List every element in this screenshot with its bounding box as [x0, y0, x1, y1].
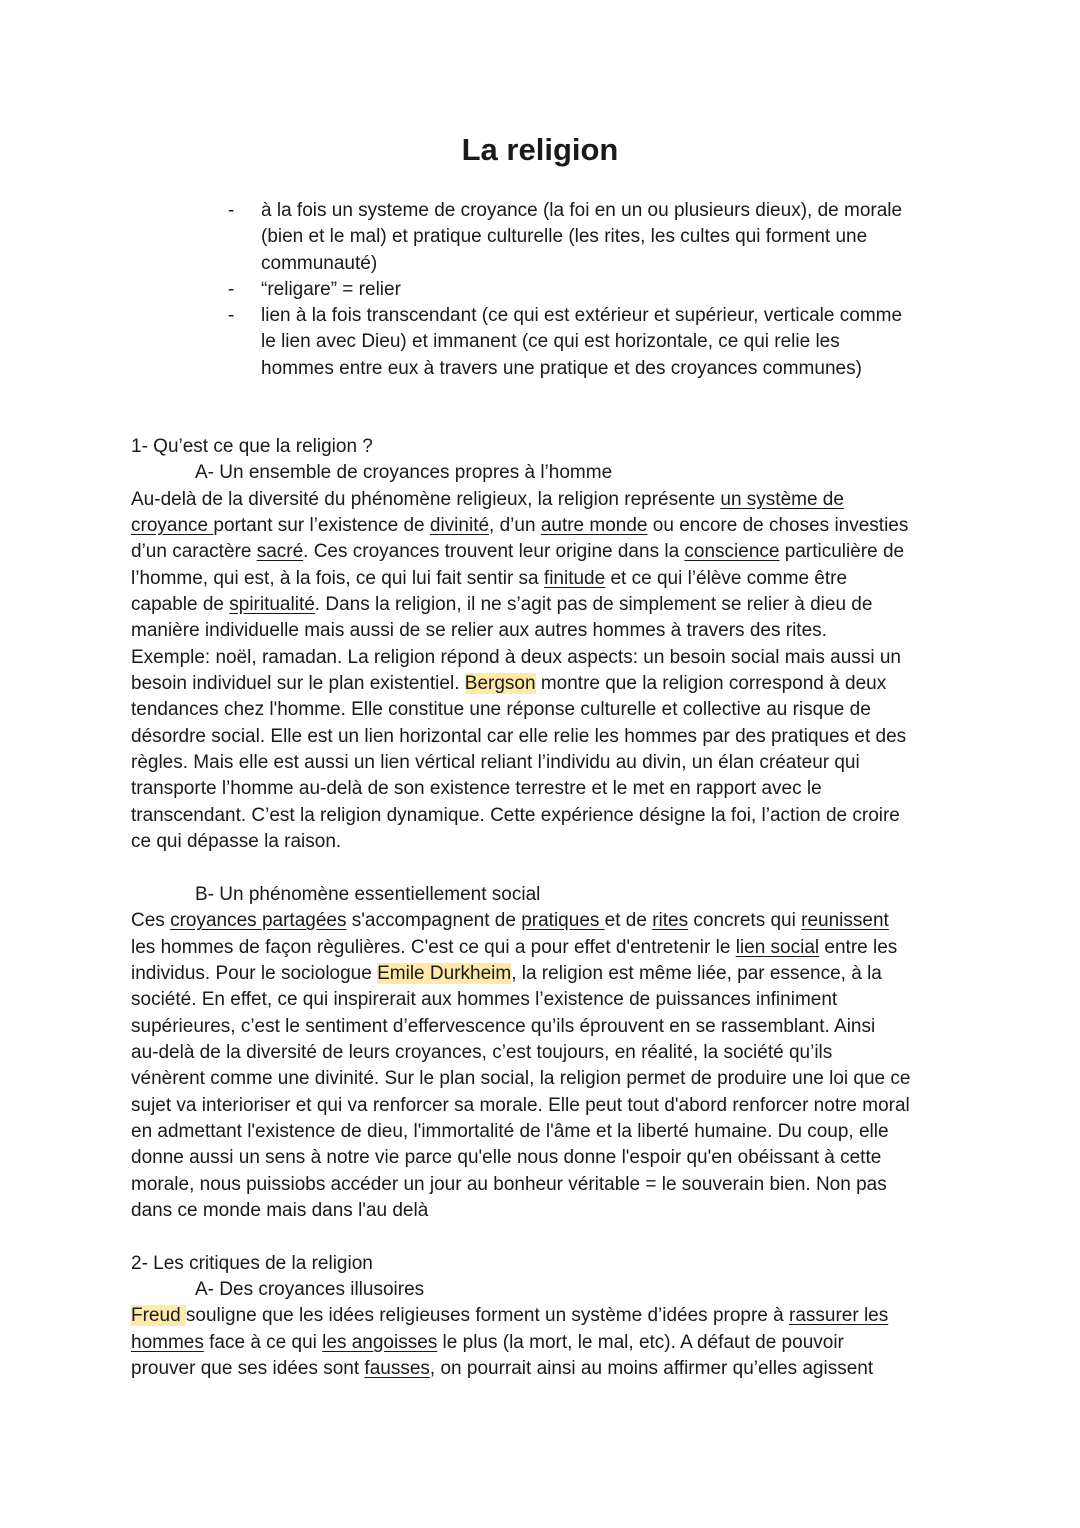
text-run: manière individuelle mais aussi de se relier aux autres hommes à travers des rites. — [131, 620, 827, 642]
section-1-heading: 1- Qu’est ce que la religion ? — [131, 436, 373, 457]
text-run: le plus (la mort, le mal, etc). A défaut de pouvoir — [437, 1331, 844, 1353]
text-run: transporte l’homme au-delà de son existence terrestre et le met en rapport avec le — [131, 778, 822, 800]
intro-bullet-1 — [224, 198, 944, 277]
paragraph-line — [131, 829, 956, 855]
paragraph-line — [131, 697, 956, 723]
paragraph-line — [131, 961, 956, 987]
paragraph-line — [131, 1040, 956, 1066]
text-run: transcendant. C’est la religion dynamique. Cette expérience désigne la foi, l’action de croire — [131, 804, 900, 826]
text-run: les hommes de façon règulières. C'est ce qui a pour effet d'entretenir le — [131, 936, 736, 958]
underlined-term: reunissent — [801, 910, 889, 932]
text-run: montre que la religion correspond à deux — [535, 673, 887, 695]
text-run: face à ce qui — [203, 1331, 323, 1353]
text-run: Ces — [131, 910, 171, 932]
highlighted-name: Emile Durkheim — [377, 962, 512, 984]
text-run: vénèrent comme une divinité. Sur le plan social, la religion permet de produire une loi que ce — [131, 1068, 911, 1090]
text-run: s'accompagnent de — [346, 910, 522, 932]
paragraph-line — [131, 539, 956, 565]
underlined-term: divinité — [429, 515, 490, 537]
paragraph-line — [131, 724, 956, 750]
intro-bullet-2 — [224, 277, 944, 303]
underlined-term: spiritualité — [229, 594, 315, 616]
text-run: portant sur l’existence de — [213, 515, 430, 537]
paragraph-line — [131, 1303, 956, 1329]
text-run: l’homme, qui est, à la fois, ce qui lui fait sentir sa — [131, 567, 544, 589]
text-run: entre les — [819, 936, 898, 958]
text-run: souligne que les idées religieuses forment un système d’idées propre à — [185, 1305, 789, 1327]
text-run: prouver que ses idées sont — [131, 1358, 365, 1380]
text-run: . Dans la religion, il ne s’agit pas de simplement se relier à dieu de — [314, 594, 873, 616]
underlined-term: croyances partagées — [170, 910, 347, 932]
paragraph-line — [131, 618, 956, 644]
underlined-term: lien social — [735, 936, 820, 958]
text-run: en admettant l'existence de dieu, l'immortalité de l'âme et la liberté humaine. Du coup, elle — [131, 1120, 889, 1142]
underlined-term: un système de — [720, 488, 844, 510]
paragraph-line — [131, 987, 956, 1013]
section-1b-subheading: B- Un phénomène essentiellement social — [195, 883, 541, 905]
intro-bullet-3 — [224, 303, 944, 382]
bullet-line: lien à la fois transcendant (ce qui est extérieur et supérieur, verticale comme — [261, 305, 903, 327]
underlined-term: finitude — [543, 567, 606, 589]
paragraph-line — [131, 592, 956, 618]
highlighted-name: Bergson — [464, 673, 536, 695]
text-run: concrets qui — [688, 910, 802, 932]
paragraph-line — [131, 671, 956, 697]
highlighted-name: Freud — [131, 1305, 186, 1327]
text-run: règles. Mais elle est aussi un lien vértical reliant l’individu au divin, un élan créateur qui — [131, 752, 860, 774]
text-run: capable de — [131, 594, 230, 616]
paragraph-line — [131, 566, 956, 592]
spacer — [131, 856, 956, 882]
text-run: et ce qui l’élève comme être — [605, 567, 848, 589]
text-run: dans ce monde mais dans l'au delà — [131, 1199, 429, 1221]
underlined-term: pratiques — [521, 910, 605, 932]
spacer — [131, 1224, 956, 1250]
underlined-term: rassurer les — [789, 1305, 889, 1327]
paragraph-line — [131, 1145, 956, 1171]
intro-bullet-list — [224, 198, 944, 382]
paragraph-line — [131, 1014, 956, 1040]
paragraph-line — [131, 935, 956, 961]
text-run: Exemple: noël, ramadan. La religion répond à deux aspects: un besoin social mais aussi un — [131, 646, 901, 668]
section-1a-paragraph — [131, 487, 956, 856]
underlined-term: croyance — [131, 515, 214, 537]
paragraph-line — [131, 776, 956, 802]
bullet-line: (bien et le mal) et pratique culturelle (les rites, les cultes qui forment une — [261, 226, 868, 248]
text-run: et de — [604, 910, 653, 932]
text-run: sujet va interioriser et qui va renforcer sa morale. Elle peut tout d'abord renforcer notre moral — [131, 1094, 910, 1116]
text-run: individus. Pour le sociologue — [131, 962, 378, 984]
bullet-dash: - — [228, 278, 235, 300]
bullet-dash: - — [228, 305, 235, 327]
text-run: d’un caractère — [131, 541, 257, 563]
text-run: besoin individuel sur le plan existentiel. — [131, 673, 465, 695]
bullet-line: “religare” = relier — [261, 278, 401, 300]
section-1b-paragraph — [131, 908, 956, 1224]
text-run: désordre social. Elle est un lien horizontal car elle relie les hommes par des pratiques et des — [131, 725, 907, 747]
bullet-line: communauté) — [261, 252, 378, 274]
text-run: Au-delà de la diversité du phénomène religieux, la religion représente — [131, 488, 721, 510]
text-run: société. En effet, ce qui inspirerait aux hommes l’existence de puissances infiniment — [131, 989, 838, 1011]
paragraph-line — [131, 1198, 956, 1224]
underlined-term: rites — [652, 910, 689, 932]
underlined-term: fausses — [364, 1358, 430, 1380]
underlined-term: sacré — [256, 541, 304, 563]
underlined-term: les angoisses — [322, 1331, 438, 1353]
paragraph-line — [131, 1119, 956, 1145]
text-run: , on pourrait ainsi au moins affirmer qu’elles agissent — [429, 1358, 874, 1380]
text-run: , la religion est même liée, par essence, à la — [511, 962, 882, 984]
underlined-term: hommes — [131, 1331, 204, 1353]
text-run: donne aussi un sens à notre vie parce qu'elle nous donne l'espoir qu'en obéissant à cette — [131, 1147, 882, 1169]
underlined-term: conscience — [684, 541, 780, 563]
text-run: supérieures, c’est le sentiment d’effervescence qu’ils éprouvent en se rassemblant. Ainsi — [131, 1015, 876, 1037]
paragraph-line — [131, 750, 956, 776]
text-run: ce qui dépasse la raison. — [131, 831, 342, 853]
text-run: au-delà de la diversité de leurs croyances, c’est toujours, en réalité, la société qu’ils — [131, 1041, 833, 1063]
bullet-line: le lien avec Dieu) et immanent (ce qui est horizontale, ce qui relie les — [261, 331, 840, 353]
text-run: morale, nous puissiobs accéder un jour au bonheur véritable = le souverain bien. Non pas — [131, 1173, 887, 1195]
underlined-term: autre monde — [540, 515, 648, 537]
paragraph-line — [131, 803, 956, 829]
text-run: ou encore de choses investies — [647, 515, 909, 537]
paragraph-line — [131, 645, 956, 671]
paragraph-line — [131, 487, 956, 513]
text-run: particulière de — [779, 541, 905, 563]
paragraph-line — [131, 513, 956, 539]
bullet-line: hommes entre eux à travers une pratique et des croyances communes) — [261, 357, 862, 379]
text-run: tendances chez l'homme. Elle constitue une réponse culturelle et collective au risque de — [131, 699, 871, 721]
text-run: . Ces croyances trouvent leur origine dans la — [303, 541, 685, 563]
document-body — [131, 434, 956, 1382]
paragraph-line — [131, 1172, 956, 1198]
section-2a-subheading: A- Des croyances illusoires — [195, 1279, 425, 1300]
paragraph-line — [131, 1356, 956, 1382]
bullet-line: à la fois un systeme de croyance (la foi en un ou plusieurs dieux), de morale — [261, 200, 903, 221]
page-title: La religion — [461, 132, 619, 167]
paragraph-line — [131, 1093, 956, 1119]
section-1a-subheading: A- Un ensemble de croyances propres à l’homme — [195, 462, 613, 484]
paragraph-line — [131, 1066, 956, 1092]
paragraph-line — [131, 1330, 956, 1356]
text-run: , d’un — [489, 515, 541, 537]
paragraph-line — [131, 908, 956, 934]
section-2-heading: 2- Les critiques de la religion — [131, 1252, 373, 1274]
section-2a-paragraph — [131, 1303, 956, 1382]
bullet-dash: - — [228, 200, 235, 221]
